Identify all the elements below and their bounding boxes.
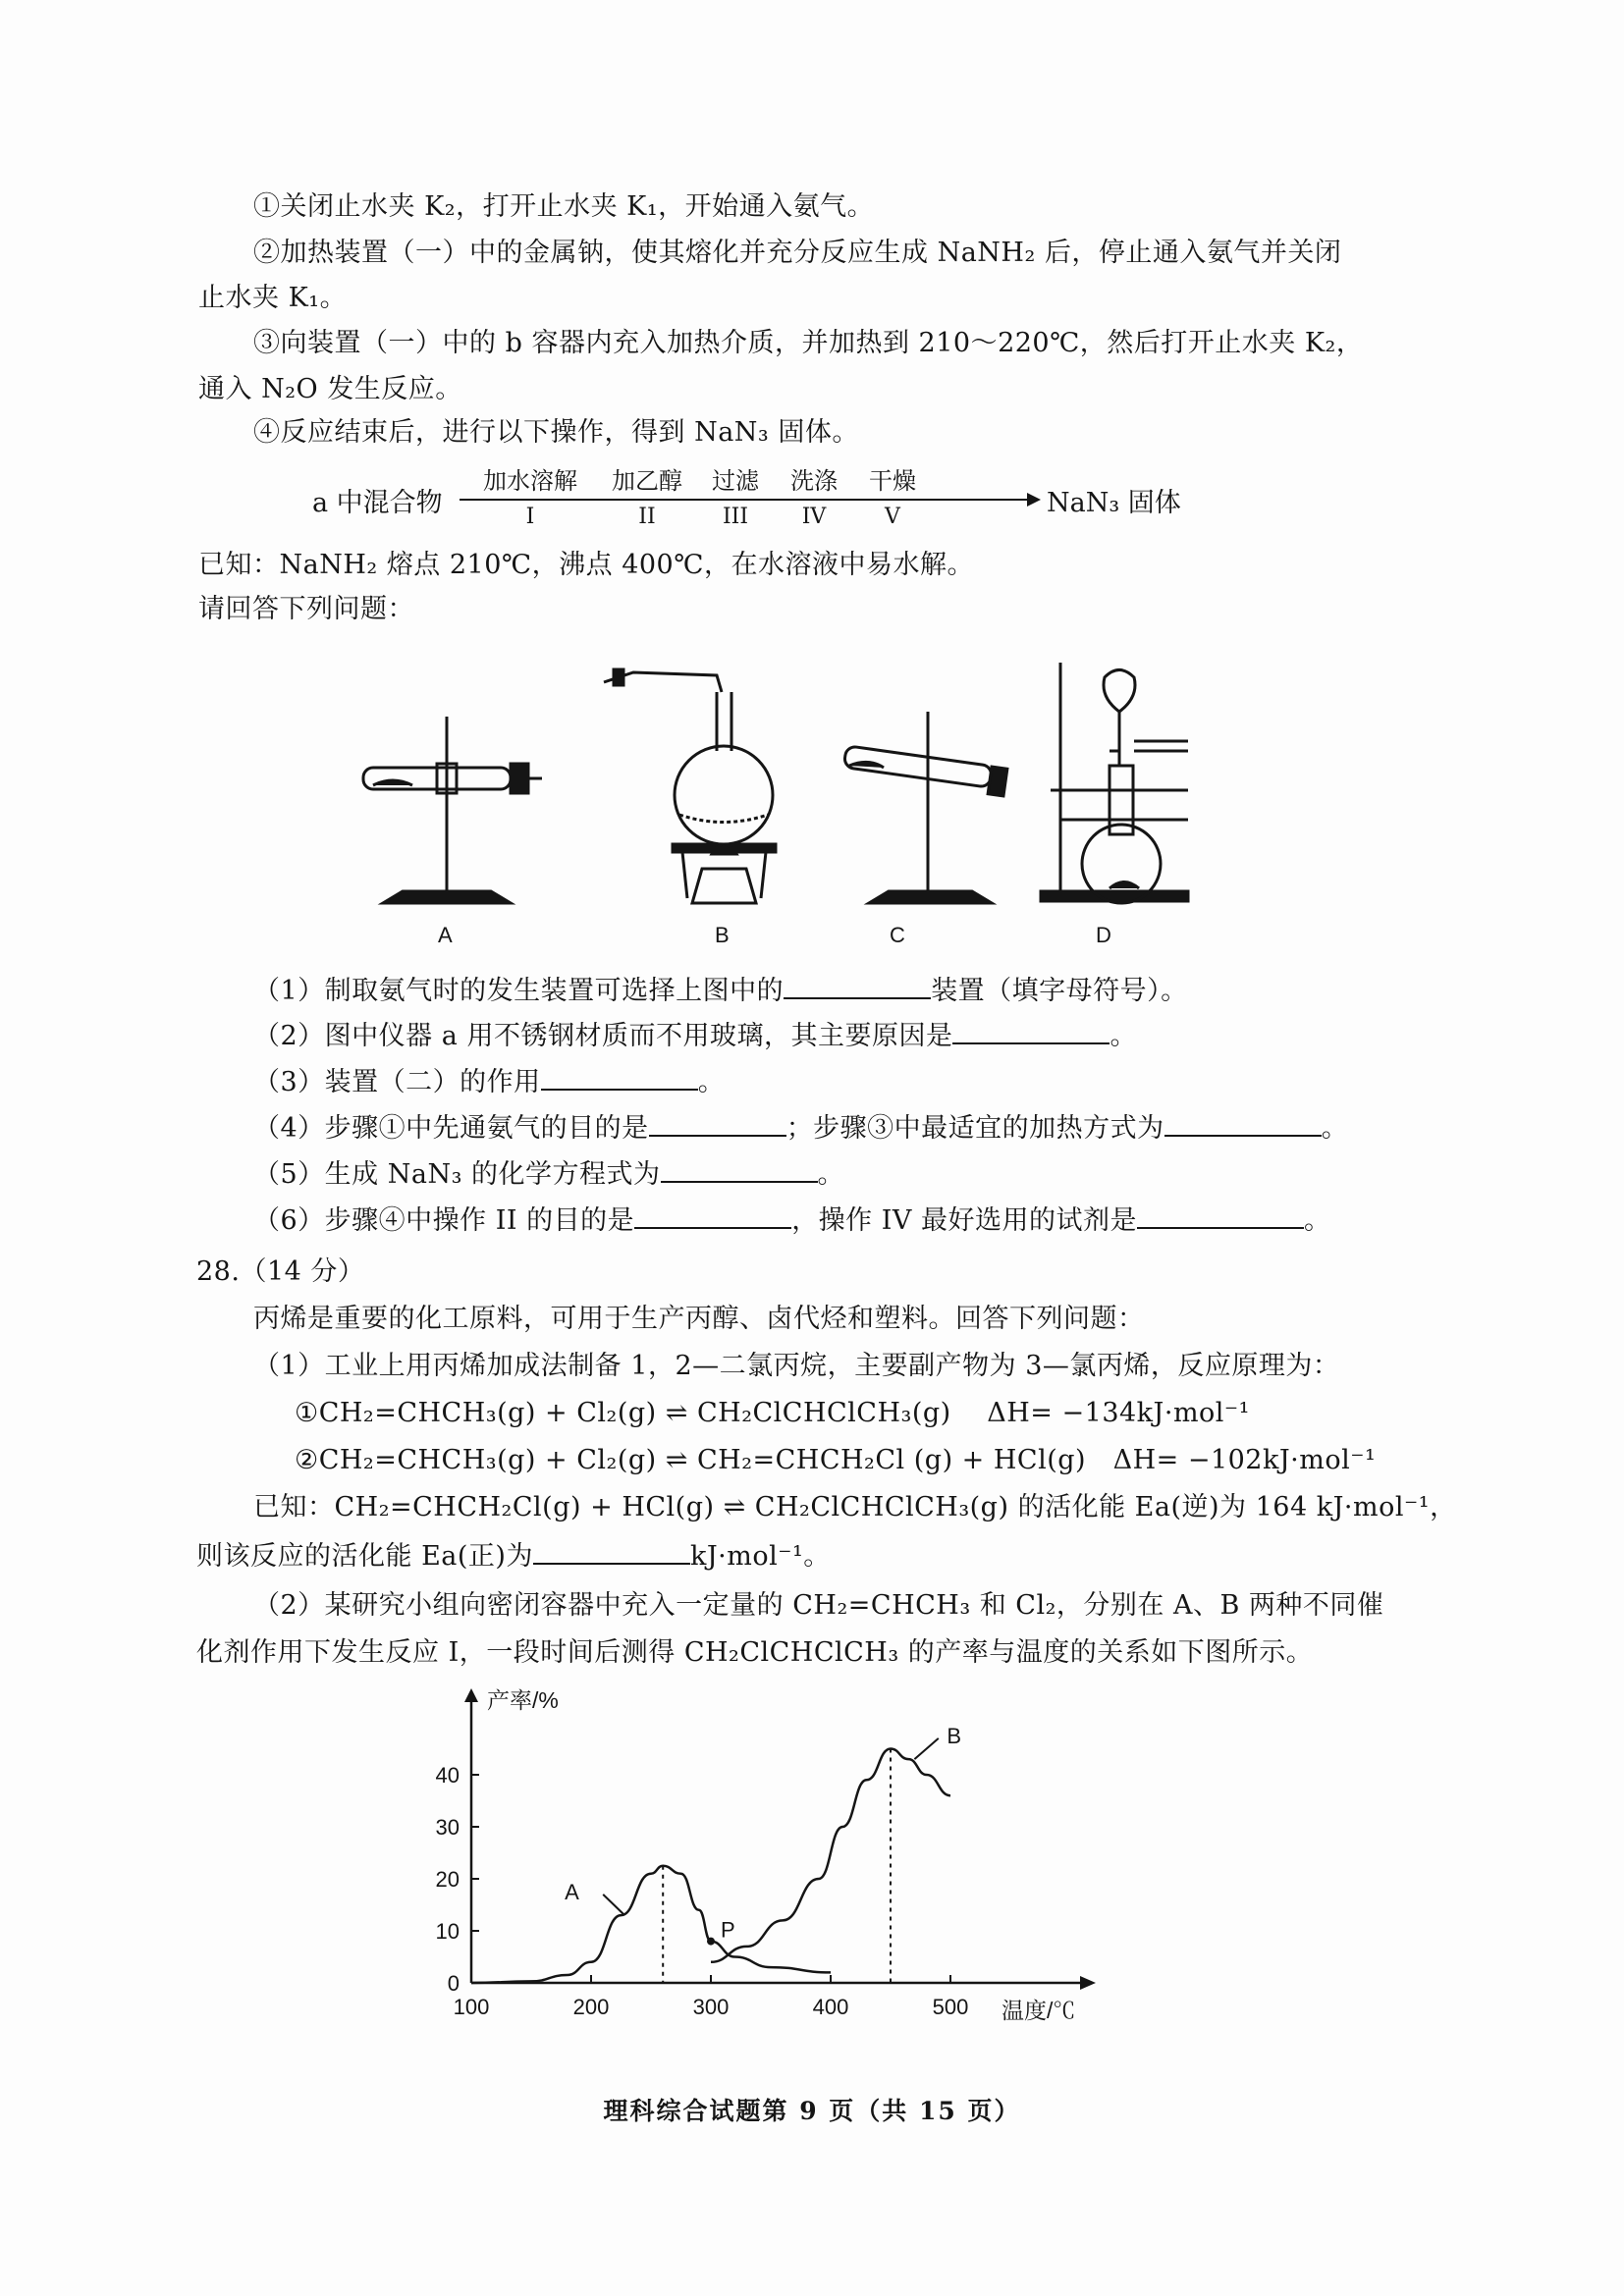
flow-arrowhead-icon bbox=[1027, 493, 1041, 507]
y-tick-label: 0 bbox=[447, 1971, 460, 1996]
flow-op-4: 洗涤 bbox=[790, 467, 838, 495]
q28-known-2 bbox=[196, 1537, 831, 1575]
question-3 bbox=[253, 1063, 725, 1100]
q28-reaction-1: ①CH₂=CHCH₃(g) + Cl₂(g) ⇌ CH₂ClCHClCH₃(g) ΔH= −134kJ·mol⁻¹ bbox=[295, 1398, 1251, 1428]
y-axis-label: 产率/% bbox=[487, 1688, 559, 1713]
step-4: ④反应结束后，进行以下操作，得到 NaN₃ 固体。 bbox=[253, 417, 859, 448]
question-6 bbox=[253, 1201, 1331, 1239]
flow-start: a 中混合物 bbox=[312, 488, 443, 518]
question-6-mid: ，操作 IV 最好选用的试剂是 bbox=[791, 1205, 1138, 1236]
point-p-label: P bbox=[721, 1917, 735, 1943]
q28-known-2-unit: kJ·mol⁻¹。 bbox=[689, 1541, 831, 1572]
apparatus-label-d: D bbox=[1096, 923, 1111, 947]
flow-op-2: 加乙醇 bbox=[612, 467, 682, 495]
q28-part2-line1: （2）某研究小组向密闭容器中充入一定量的 CH₂=CHCH₃ 和 Cl₂，分别在 A、B 两种不同催 bbox=[253, 1590, 1384, 1621]
q28-part2-line2: 化剂作用下发生反应 I，一段时间后测得 CH₂ClCHClCH₃ 的产率与温度的关系如下图所示。 bbox=[196, 1637, 1314, 1668]
step-3-line1: ③向装置（一）中的 b 容器内充入加热介质，并加热到 210～220℃，然后打开止水夹 K₂， bbox=[253, 328, 1364, 358]
question-6-blank-1[interactable] bbox=[634, 1201, 791, 1229]
flow-num-4: IV bbox=[801, 505, 827, 529]
x-tick-label: 500 bbox=[932, 1995, 969, 2019]
question-4-blank-2[interactable] bbox=[1164, 1109, 1322, 1137]
question-1 bbox=[253, 972, 1188, 1009]
y-axis-arrow-icon bbox=[464, 1688, 478, 1702]
question-4-blank-1[interactable] bbox=[649, 1109, 786, 1137]
question-4 bbox=[253, 1109, 1348, 1147]
question-3-tail: 。 bbox=[697, 1067, 726, 1097]
question-2-tail: 。 bbox=[1110, 1021, 1137, 1051]
y-tick-label: 20 bbox=[435, 1867, 460, 1892]
q28-header: 28.（14 分） bbox=[196, 1256, 365, 1287]
page-footer: 理科综合试题第 9 页（共 15 页） bbox=[603, 2097, 1021, 2125]
step-2-line1: ②加热装置（一）中的金属钠，使其熔化并充分反应生成 NaNH₂ 后，停止通入氨气并关闭 bbox=[253, 238, 1342, 268]
step-3-line2: 通入 N₂O 发生反应。 bbox=[198, 374, 462, 404]
known-info: 已知：NaNH₂ 熔点 210℃，沸点 400℃，在水溶液中易水解。 bbox=[198, 550, 974, 580]
q28-known-2-text: 则该反应的活化能 Ea(正)为 bbox=[196, 1541, 533, 1572]
apparatus-label-c: C bbox=[890, 923, 905, 947]
q28-known-1: 已知：CH₂=CHCH₂Cl(g) + HCl(g) ⇌ CH₂ClCHClCH₃(g) 的活化能 Ea(逆)为 164 kJ·mol⁻¹， bbox=[253, 1492, 1457, 1522]
step-1: ①关闭止水夹 K₂，打开止水夹 K₁，开始通入氨气。 bbox=[253, 191, 875, 222]
chart-axes bbox=[464, 1688, 1096, 1990]
question-2 bbox=[253, 1017, 1137, 1054]
q28-ea-blank[interactable] bbox=[533, 1537, 690, 1565]
step-2-line2: 止水夹 K₁。 bbox=[198, 283, 348, 313]
flow-op-1: 加水溶解 bbox=[483, 467, 577, 495]
question-4-mid: ；步骤③中最适宜的加热方式为 bbox=[785, 1113, 1164, 1144]
series-line-b bbox=[711, 1749, 950, 1962]
q28-intro: 丙烯是重要的化工原料，可用于生产丙醇、卤代烃和塑料。回答下列问题： bbox=[253, 1304, 1145, 1334]
x-tick-label: 100 bbox=[453, 1995, 490, 2019]
apparatus-figure bbox=[334, 658, 1218, 923]
series-label-b: B bbox=[947, 1724, 962, 1749]
apparatus-label-b: B bbox=[715, 923, 730, 947]
point-p-marker bbox=[707, 1938, 715, 1946]
apparatus-c bbox=[843, 712, 1007, 903]
x-tick-label: 200 bbox=[572, 1995, 610, 2019]
y-tick-label: 40 bbox=[435, 1763, 460, 1788]
question-1-tail: 装置（填字母符号）。 bbox=[931, 976, 1188, 1006]
apparatus-d bbox=[1041, 663, 1188, 903]
flow-num-5: V bbox=[885, 505, 900, 529]
chart-series bbox=[471, 1738, 950, 1983]
yield-temperature-chart bbox=[412, 1688, 1119, 2042]
flow-num-3: III bbox=[722, 505, 749, 529]
question-3-text: （3）装置（二）的作用 bbox=[253, 1067, 541, 1097]
question-6-text: （6）步骤④中操作 II 的目的是 bbox=[253, 1205, 635, 1236]
question-6-blank-2[interactable] bbox=[1137, 1201, 1304, 1229]
series-leader-a bbox=[603, 1895, 624, 1915]
question-4-tail: 。 bbox=[1321, 1113, 1349, 1144]
question-5-blank[interactable] bbox=[661, 1155, 818, 1183]
question-1-blank[interactable] bbox=[784, 972, 931, 999]
prompt: 请回答下列问题： bbox=[198, 594, 414, 624]
x-tick-label: 400 bbox=[812, 1995, 849, 2019]
q28-reaction-2: ②CH₂=CHCH₃(g) + Cl₂(g) ⇌ CH₂=CHCH₂Cl (g) + HCl(g) ΔH= −102kJ·mol⁻¹ bbox=[295, 1445, 1377, 1475]
question-5-text: （5）生成 NaN₃ 的化学方程式为 bbox=[253, 1159, 661, 1190]
y-tick-label: 10 bbox=[435, 1919, 460, 1944]
question-6-tail: 。 bbox=[1304, 1205, 1331, 1236]
question-3-blank[interactable] bbox=[541, 1063, 698, 1091]
apparatus-a bbox=[363, 717, 542, 903]
question-5 bbox=[253, 1155, 844, 1193]
flow-end: NaN₃ 固体 bbox=[1047, 488, 1181, 518]
apparatus-label-a: A bbox=[438, 923, 453, 947]
y-tick-label: 30 bbox=[435, 1815, 460, 1840]
series-leader-b bbox=[914, 1738, 938, 1759]
question-2-text: （2）图中仪器 a 用不锈钢材质而不用玻璃，其主要原因是 bbox=[253, 1021, 953, 1051]
x-axis-arrow-icon bbox=[1080, 1976, 1096, 1990]
flow-num-1: I bbox=[525, 505, 535, 529]
flow-op-3: 过滤 bbox=[712, 467, 759, 495]
question-5-tail: 。 bbox=[817, 1159, 845, 1190]
flow-num-2: II bbox=[638, 505, 656, 529]
question-2-blank[interactable] bbox=[952, 1017, 1110, 1044]
flow-arrow-line bbox=[460, 499, 1029, 501]
series-label-a: A bbox=[565, 1880, 579, 1905]
q28-part1: （1）工业上用丙烯加成法制备 1，2—二氯丙烷，主要副产物为 3—氯丙烯，反应原理为： bbox=[253, 1351, 1340, 1381]
x-tick-label: 300 bbox=[692, 1995, 730, 2019]
apparatus-b bbox=[604, 669, 776, 903]
question-4-text: （4）步骤①中先通氨气的目的是 bbox=[253, 1113, 649, 1144]
flow-op-5: 干燥 bbox=[869, 467, 916, 495]
series-line-a bbox=[471, 1866, 831, 1983]
question-1-text: （1）制取氨气时的发生装置可选择上图中的 bbox=[253, 976, 785, 1006]
x-axis-label: 温度/℃ bbox=[1001, 1998, 1076, 2023]
